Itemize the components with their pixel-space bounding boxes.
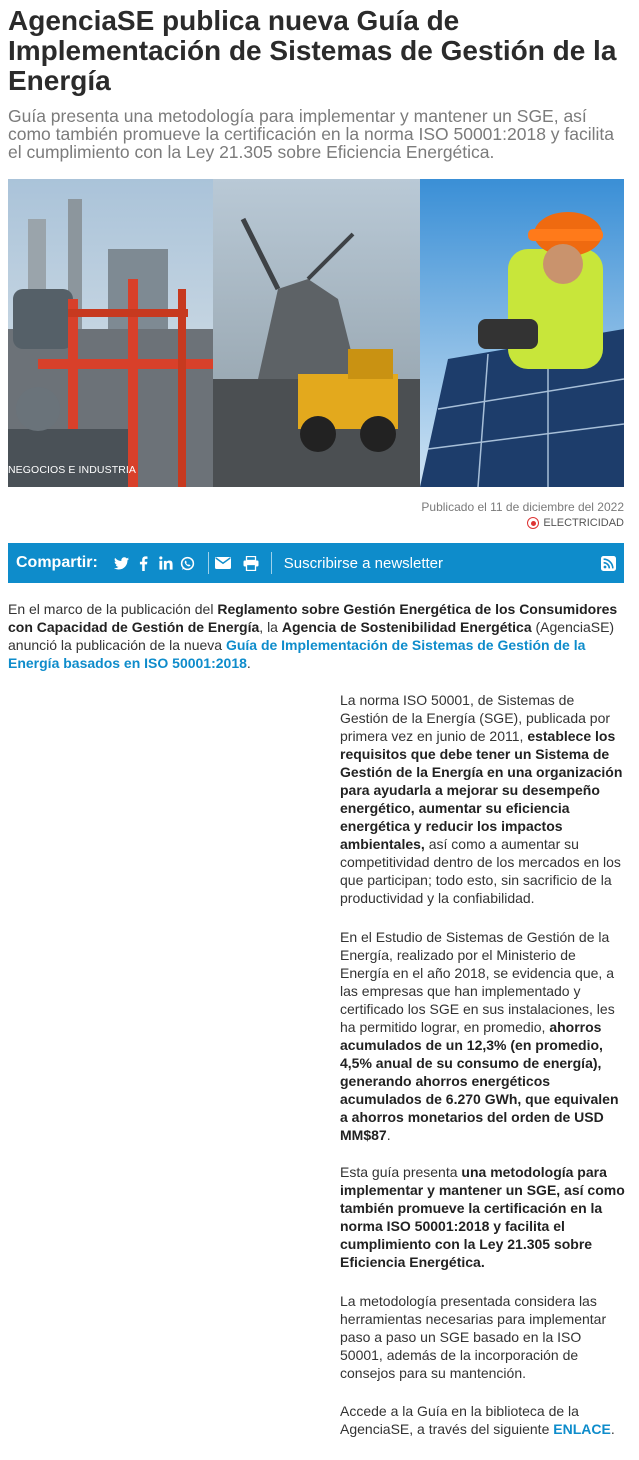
paragraph-text: . (610, 1421, 615, 1437)
share-separator (208, 552, 209, 574)
share-bar (8, 543, 624, 583)
paragraph-text: Esta guía presenta (340, 1164, 462, 1180)
intro-text: . (246, 655, 251, 671)
enlace-link[interactable]: ENLACE (553, 1421, 611, 1437)
rss-icon[interactable] (601, 556, 616, 571)
email-icon[interactable] (215, 555, 231, 571)
newsletter-link[interactable]: Suscribirse a newsletter (283, 554, 444, 572)
body-paragraph-5 (340, 1402, 626, 1438)
paragraph-text: La norma ISO 50001, de Sistemas de Gestión de la Energía (SGE), publicada por primera vez en junio de 2011, (340, 692, 611, 744)
intro-bold: Agencia de Sostenibilidad Energética (281, 619, 532, 635)
twitter-icon[interactable] (114, 555, 130, 571)
paragraph-text: Accede a la Guía en la biblioteca de la AgenciaSE, a través del siguiente (340, 1403, 579, 1437)
whatsapp-icon[interactable] (180, 555, 196, 571)
intro-bold: Reglamento sobre Gestión Energética de los Consumidores con Capacidad de Gestión de Energía (8, 601, 618, 635)
body-paragraph-3 (340, 1163, 626, 1271)
share-label: Compartir: (16, 554, 98, 571)
facebook-icon[interactable] (136, 555, 152, 571)
category-link[interactable] (527, 517, 624, 529)
hero-image (8, 179, 624, 487)
paragraph-text: . (386, 1127, 391, 1143)
linkedin-icon[interactable] (158, 555, 174, 571)
publish-date: Publicado el 11 de diciembre del 2022 (421, 500, 624, 514)
intro-text: , la (259, 619, 282, 635)
print-icon[interactable] (243, 555, 259, 571)
body-paragraph-2 (340, 928, 626, 1144)
bolt-icon (527, 517, 539, 529)
paragraph-bold: una metodología para implementar y mantener un SGE, así como también promueve la certificación en la norma ISO 50001:2018 y facilita el cumplimiento con la Ley 21.305 sobre Eficiencia Energética. (340, 1164, 625, 1270)
intro-paragraph (8, 600, 628, 672)
share-separator (271, 552, 272, 574)
body-paragraph-4 (340, 1292, 626, 1382)
paragraph-text: La metodología presentada considera las herramientas necesarias para implementar paso a paso un SGE basado en la ISO 50001, además de la incorporación de consejos para su mantención. (340, 1293, 607, 1381)
paragraph-text: así como a aumentar su competitividad dentro de los mercados en los que participan; todo esto, sin sacrificio de la productividad y la confiabilidad. (340, 836, 621, 906)
guide-link[interactable]: Guía de Implementación de Sistemas de Gestión de la Energía basados en ISO 50001:2018 (8, 637, 586, 671)
article-subtitle: Guía presenta una metodología para implementar y mantener un SGE, así como también promueve la certificación en la norma ISO 50001:2018 y facilita el cumplimiento con la Ley 21.305 sobre Eficiencia Energética. (8, 106, 615, 162)
body-paragraph-1 (340, 691, 626, 907)
intro-text: (AgenciaSE) anunció la publicación de la nueva (8, 619, 615, 653)
intro-text: En el marco de la publicación del (8, 601, 218, 617)
paragraph-bold: establece los requisitos que debe tener un Sistema de Gestión de la Energía en una organización para ayudarla a mejorar su desempeño energético, aumentar su eficiencia energética y reducir los impactos ambientales, (340, 728, 623, 852)
paragraph-bold: ahorros acumulados de un 12,3% (en promedio, 4,5% anual de su consumo de energía), generando ahorros energéticos acumulados de 6.270 GWh, que equivalen a ahorros monetarios del orden de USD MM$87 (340, 1019, 619, 1143)
image-category-tag[interactable]: NEGOCIOS E INDUSTRIA (8, 464, 137, 476)
category-label: ELECTRICIDAD (543, 517, 624, 529)
paragraph-text: En el Estudio de Sistemas de Gestión de la Energía, realizado por el Ministerio de Energía en el año 2018, se evidencia que, a las empresas que han implementado y certificado los SGE en sus instalaciones, les ha permitido lograr, en promedio, (340, 929, 615, 1035)
article-title: AgenciaSE publica nueva Guía de Implementación de Sistemas de Gestión de la Energía (8, 5, 617, 96)
